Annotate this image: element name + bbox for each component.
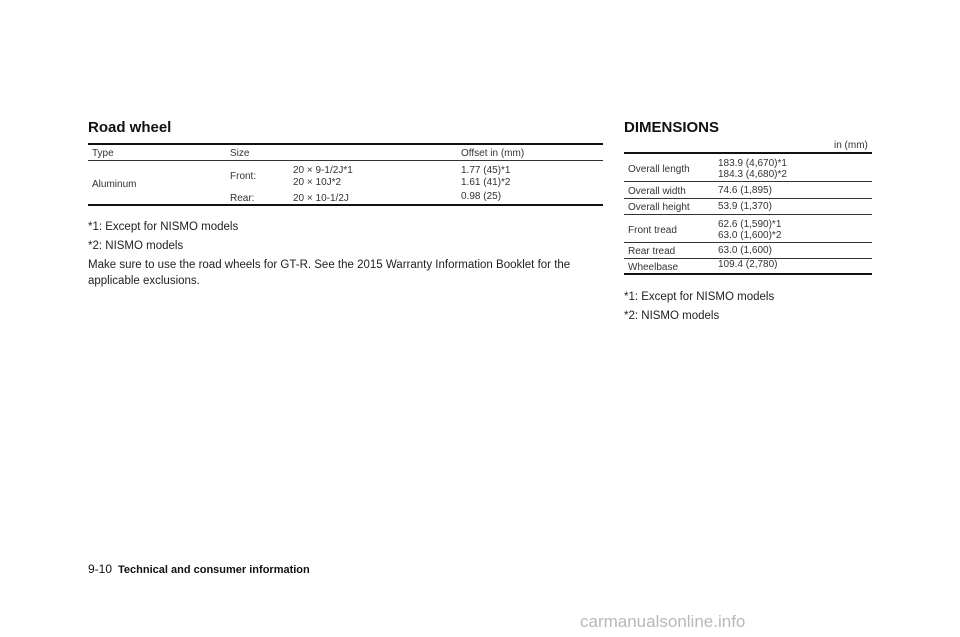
dimensions-unit: in (mm) (834, 140, 868, 151)
row-divider (624, 181, 872, 182)
front-size-1: 20 × 9-1/2J*1 (293, 165, 353, 176)
road-wheel-header-rule (88, 160, 603, 161)
dimensions-heading: DIMENSIONS (624, 119, 720, 136)
dimensions-top-rule (624, 152, 872, 154)
front-offset-2: 1.61 (41)*2 (461, 177, 511, 188)
offset-header: Offset in (mm) (461, 148, 525, 159)
row-divider (624, 198, 872, 199)
section-title: Technical and consumer information (118, 564, 310, 576)
page-footer (88, 562, 310, 576)
road-wheel-note-2: *2: NISMO models (88, 240, 184, 252)
overall-height-label: Overall height (628, 202, 690, 213)
front-tread-value-2: 63.0 (1,600)*2 (718, 230, 782, 241)
front-tread-label: Front tread (628, 225, 677, 236)
wheelbase-value: 109.4 (2,780) (718, 259, 778, 270)
rear-tread-label: Rear tread (628, 246, 676, 257)
page-number: 9-10 (88, 562, 113, 576)
front-label: Front: (230, 171, 257, 182)
overall-width-value: 74.6 (1,895) (718, 185, 772, 196)
row-divider (624, 214, 872, 215)
dimensions-bottom-rule (624, 273, 872, 275)
type-value: Aluminum (92, 179, 137, 190)
front-size-2: 20 × 10J*2 (293, 177, 342, 188)
watermark: carmanualsonline.info (580, 612, 746, 631)
rear-label: Rear: (230, 193, 255, 204)
front-tread-value-1: 62.6 (1,590)*1 (718, 219, 782, 230)
road-wheel-top-rule (88, 143, 603, 145)
overall-height-value: 53.9 (1,370) (718, 201, 772, 212)
road-wheel-bottom-rule (88, 204, 603, 206)
type-header: Type (92, 148, 114, 159)
rear-tread-value: 63.0 (1,600) (718, 245, 772, 256)
road-wheel-note-1: *1: Except for NISMO models (88, 221, 239, 233)
rear-size: 20 × 10-1/2J (293, 193, 349, 204)
rear-offset: 0.98 (25) (461, 191, 502, 202)
overall-length-label: Overall length (628, 164, 690, 175)
front-offset-1: 1.77 (45)*1 (461, 165, 511, 176)
size-header: Size (230, 148, 250, 159)
dimensions-note-1: *1: Except for NISMO models (624, 291, 775, 303)
road-wheel-paragraph: Make sure to use the road wheels for GT-R. See the 2015 Warranty Information Booklet for the applicable exclusions. (88, 259, 571, 287)
road-wheel-heading: Road wheel (88, 119, 172, 136)
overall-length-value-1: 183.9 (4,670)*1 (718, 158, 787, 169)
wheelbase-label: Wheelbase (628, 262, 679, 273)
dimensions-note-2: *2: NISMO models (624, 310, 720, 322)
overall-length-value-2: 184.3 (4,680)*2 (718, 169, 787, 180)
overall-width-label: Overall width (628, 186, 686, 197)
row-divider (624, 242, 872, 243)
